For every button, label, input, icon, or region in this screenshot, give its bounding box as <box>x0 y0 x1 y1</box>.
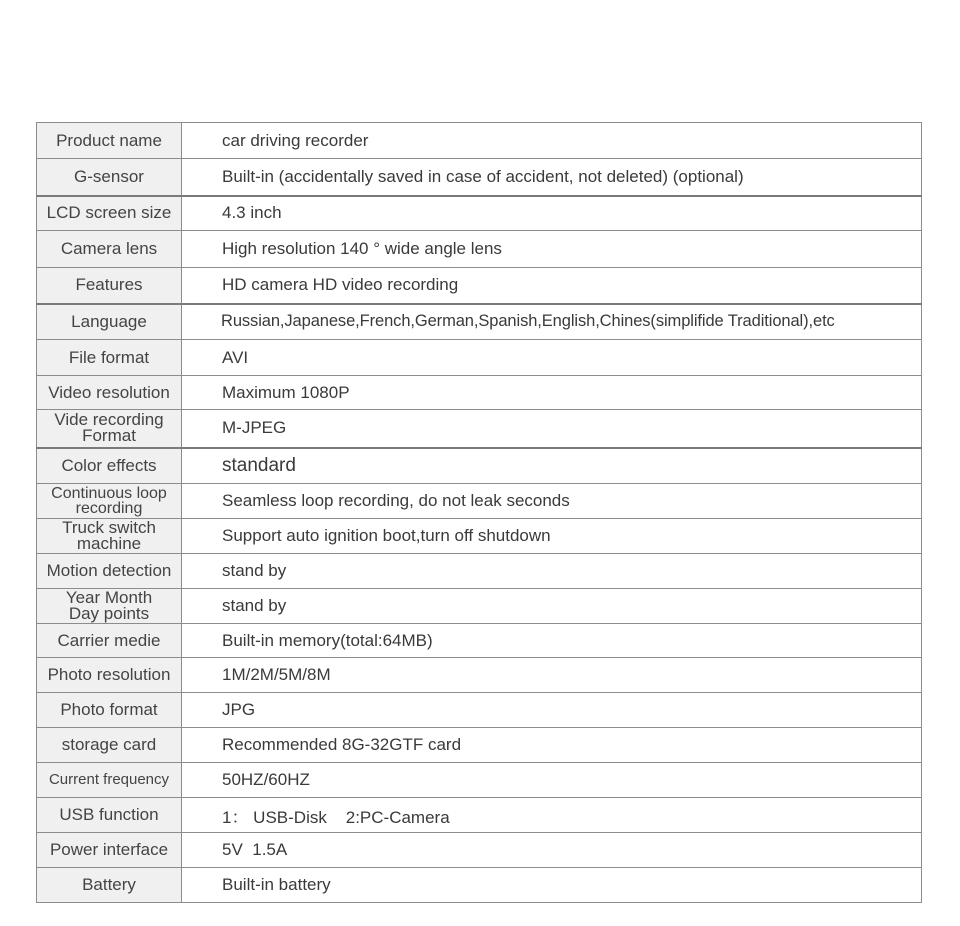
spec-row-product-name <box>37 123 922 159</box>
spec-row-power-interface <box>37 833 922 868</box>
spec-label-line: machine <box>76 534 142 553</box>
spec-row-video-recording-format <box>37 410 922 448</box>
spec-row-video-resolution <box>37 376 922 410</box>
spec-value: Seamless loop recording, do not leak seconds <box>182 484 922 519</box>
spec-label <box>37 410 182 448</box>
spec-row-photo-format <box>37 693 922 728</box>
spec-value: 4.3 inch <box>182 196 922 231</box>
spec-row-lcd-screen-size <box>37 196 922 231</box>
spec-label: Color effects <box>37 448 182 484</box>
spec-label: Video resolution <box>37 376 182 410</box>
spec-row-photo-resolution <box>37 658 922 693</box>
spec-row-file-format <box>37 340 922 376</box>
spec-value: car driving recorder <box>182 123 922 159</box>
spec-label-line: Continuous loop <box>51 485 167 502</box>
spec-label: Power interface <box>37 833 182 868</box>
spec-row-year-month-day-points <box>37 589 922 624</box>
spec-value: Built-in battery <box>182 868 922 903</box>
spec-value: Russian,Japanese,French,German,Spanish,English,Chines(simplifide Traditional),etc <box>182 304 922 340</box>
spec-row-usb-function <box>37 798 922 833</box>
spec-value: M-JPEG <box>182 410 922 448</box>
spec-row-carrier-media <box>37 624 922 658</box>
spec-value: Recommended 8G-32GTF card <box>182 728 922 763</box>
spec-value: AVI <box>182 340 922 376</box>
spec-row-current-frequency <box>37 763 922 798</box>
spec-label <box>37 519 182 554</box>
spec-label: Features <box>37 268 182 304</box>
spec-value: stand by <box>182 589 922 624</box>
spec-label-line: Truck switch <box>62 518 156 537</box>
spec-label-line: Vide recording <box>54 410 164 430</box>
spec-row-continuous-loop-recording <box>37 484 922 519</box>
spec-value: standard <box>182 448 922 484</box>
spec-label-line: recording <box>75 500 143 517</box>
spec-value: HD camera HD video recording <box>182 268 922 304</box>
spec-value: 1： USB-Disk 2:PC-Camera <box>182 798 922 833</box>
spec-row-truck-switch-machine <box>37 519 922 554</box>
spec-label: Photo format <box>37 693 182 728</box>
spec-label: Language <box>37 304 182 340</box>
spec-value: JPG <box>182 693 922 728</box>
product-spec-table <box>36 122 922 903</box>
spec-label <box>37 484 182 519</box>
spec-row-features <box>37 268 922 304</box>
spec-label: USB function <box>37 798 182 833</box>
spec-value: High resolution 140 ° wide angle lens <box>182 231 922 268</box>
spec-value: 50HZ/60HZ <box>182 763 922 798</box>
spec-label: Carrier medie <box>37 624 182 658</box>
spec-value: Built-in memory(total:64MB) <box>182 624 922 658</box>
spec-label-line: Year Month <box>65 588 153 607</box>
spec-row-camera-lens <box>37 231 922 268</box>
spec-label: File format <box>37 340 182 376</box>
spec-label: Photo resolution <box>37 658 182 693</box>
spec-label: Camera lens <box>37 231 182 268</box>
spec-label: storage card <box>37 728 182 763</box>
spec-row-motion-detection <box>37 554 922 589</box>
spec-label: Product name <box>37 123 182 159</box>
spec-label: Battery <box>37 868 182 903</box>
spec-row-g-sensor <box>37 159 922 196</box>
spec-label: Current frequency <box>37 763 182 798</box>
spec-value: stand by <box>182 554 922 589</box>
spec-label: G-sensor <box>37 159 182 196</box>
spec-value: 5V 1.5A <box>182 833 922 868</box>
spec-value: 1M/2M/5M/8M <box>182 658 922 693</box>
spec-label-line: Format <box>82 426 136 446</box>
spec-row-language <box>37 304 922 340</box>
spec-label <box>37 589 182 624</box>
spec-label: Motion detection <box>37 554 182 589</box>
spec-row-color-effects <box>37 448 922 484</box>
spec-row-battery <box>37 868 922 903</box>
spec-label: LCD screen size <box>37 196 182 231</box>
spec-value: Maximum 1080P <box>182 376 922 410</box>
spec-label-line: Day points <box>68 604 150 623</box>
spec-value: Support auto ignition boot,turn off shutdown <box>182 519 922 554</box>
spec-row-storage-card <box>37 728 922 763</box>
spec-value: Built-in (accidentally saved in case of accident, not deleted) (optional) <box>182 159 922 196</box>
